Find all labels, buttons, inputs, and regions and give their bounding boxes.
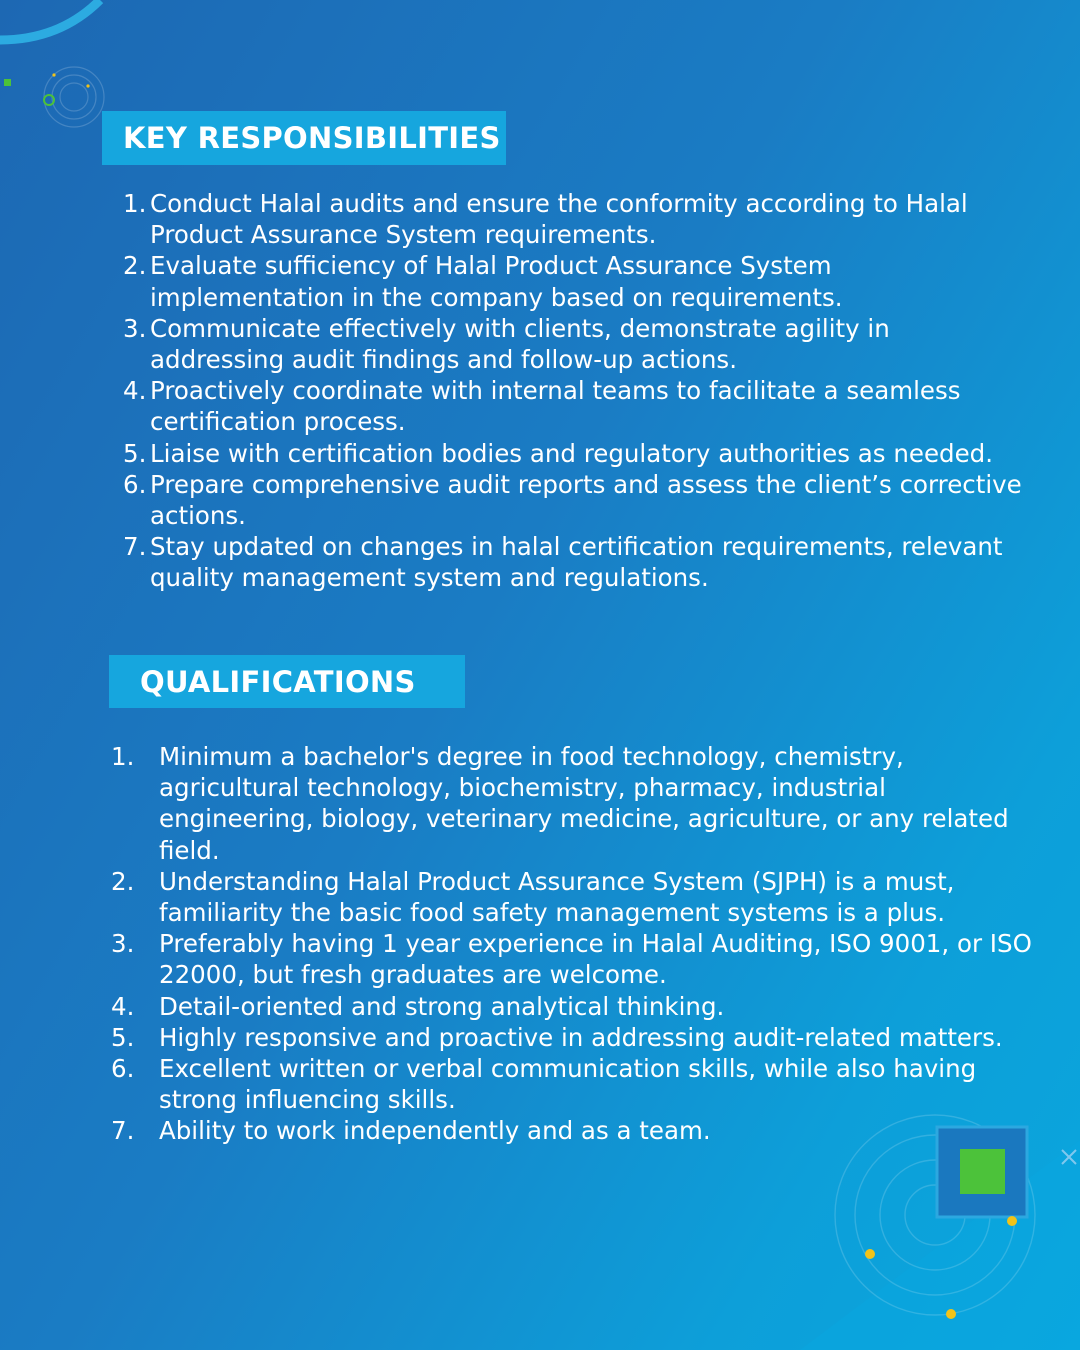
list-item-number: 1. bbox=[111, 742, 135, 771]
list-item-number: 4. bbox=[123, 376, 147, 406]
list-item-number: 6. bbox=[123, 469, 147, 499]
list-item-text: Preferably having 1 year experience in Halal Auditing, ISO 9001, or ISO 22000, but fresh graduates are welcome. bbox=[159, 929, 1032, 990]
list-item-text: Detail-oriented and strong analytical thinking. bbox=[159, 991, 725, 1021]
qualifications-heading bbox=[109, 655, 465, 708]
list-item-text: Minimum a bachelor's degree in food technology, chemistry, agricultural technology, biochemistry, pharmacy, industrial engineering, biology, veterinary medicine, agriculture, or any related field. bbox=[159, 742, 1009, 865]
list-item-number: 3. bbox=[111, 929, 135, 959]
responsibility-item bbox=[123, 250, 1023, 312]
responsibilities-title: KEY RESPONSIBILITIES bbox=[123, 121, 501, 155]
responsibility-item bbox=[123, 188, 1023, 250]
list-item-text: Conduct Halal audits and ensure the conformity according to Halal Product Assurance System requirements. bbox=[150, 189, 968, 250]
list-item-text: Liaise with certification bodies and regulatory authorities as needed. bbox=[150, 438, 993, 468]
responsibility-item bbox=[123, 313, 1023, 375]
qualifications-list bbox=[111, 741, 1041, 1147]
list-item-number: 7. bbox=[123, 532, 147, 562]
list-item-text: Understanding Halal Product Assurance System (SJPH) is a must, familiarity the basic food safety management systems is a plus. bbox=[159, 866, 955, 928]
list-item-text: Ability to work independently and as a team. bbox=[159, 1116, 711, 1146]
list-item-text: Communicate effectively with clients, demonstrate agility in addressing audit findings and follow-up actions. bbox=[150, 313, 890, 375]
list-item-number: 5. bbox=[111, 1022, 135, 1052]
responsibilities-heading bbox=[102, 111, 506, 165]
list-item-text: Prepare comprehensive audit reports and assess the client’s corrective actions. bbox=[150, 469, 1022, 531]
qualification-item bbox=[111, 866, 1041, 928]
list-item-number: 2. bbox=[111, 866, 135, 896]
qualification-item bbox=[111, 741, 1041, 866]
list-item-number: 3. bbox=[123, 313, 147, 343]
responsibility-item bbox=[123, 438, 1023, 469]
qualification-item bbox=[111, 928, 1041, 990]
list-item-text: Evaluate sufficiency of Halal Product Assurance System implementation in the company based on requirements. bbox=[150, 251, 843, 312]
list-item-text: Proactively coordinate with internal teams to facilitate a seamless certification process. bbox=[150, 376, 961, 437]
qualification-item bbox=[111, 1022, 1041, 1053]
list-item-number: 6. bbox=[111, 1054, 135, 1084]
responsibility-item bbox=[123, 469, 1023, 531]
responsibilities-list bbox=[123, 188, 1023, 594]
list-item-number: 7. bbox=[111, 1116, 135, 1146]
list-item-number: 5. bbox=[123, 438, 147, 468]
list-item-number: 4. bbox=[111, 991, 135, 1021]
qualification-item bbox=[111, 1115, 1041, 1146]
qualification-item bbox=[111, 991, 1041, 1022]
qualifications-title: QUALIFICATIONS bbox=[140, 664, 416, 699]
list-item-number: 1. bbox=[123, 189, 147, 218]
list-item-text: Excellent written or verbal communication skills, while also having strong influencing skills. bbox=[159, 1054, 977, 1115]
responsibility-item bbox=[123, 531, 1023, 593]
list-item-text: Highly responsive and proactive in addressing audit-related matters. bbox=[159, 1022, 1003, 1052]
qualification-item bbox=[111, 1053, 1041, 1115]
list-item-number: 2. bbox=[123, 251, 147, 281]
responsibility-item bbox=[123, 375, 1023, 437]
list-item-text: Stay updated on changes in halal certification requirements, relevant quality management system and regulations. bbox=[150, 532, 1003, 593]
